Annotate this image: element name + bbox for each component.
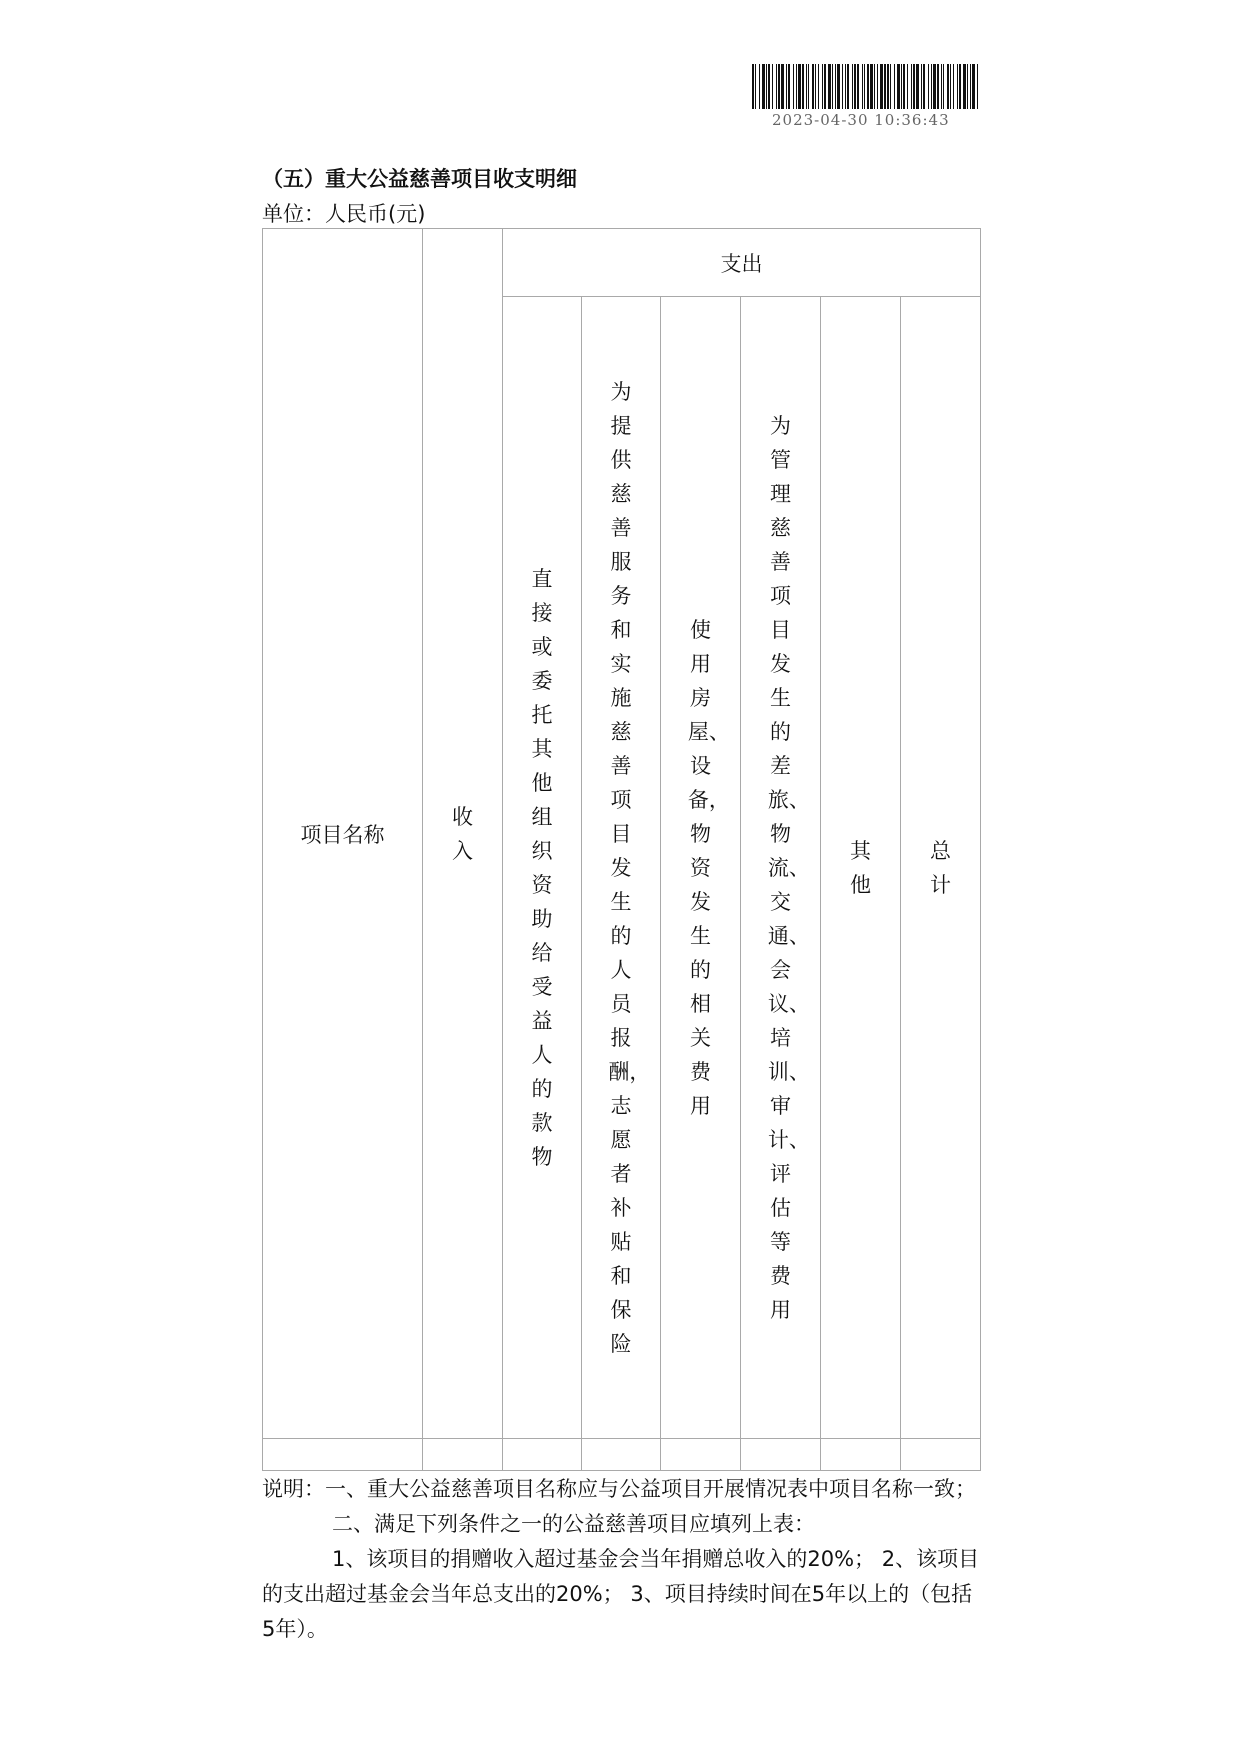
cell[interactable] <box>503 1439 582 1471</box>
header-personnel: 为提供慈善服务和实施慈善项目发生的人员报酬，志愿者补贴和保险 <box>582 297 661 1439</box>
header-total: 总计 <box>901 297 981 1439</box>
header-admin: 为管理慈善项目发生的差旅、物流、交通、会议、培训、审计、评估等费用 <box>741 297 821 1439</box>
cell[interactable] <box>423 1439 503 1471</box>
unit-label: 单位：人民币(元) <box>262 202 426 226</box>
detail-table <box>262 228 981 1471</box>
notes <box>262 1472 980 1647</box>
header-project-name: 项目名称 <box>263 229 423 1439</box>
table-row <box>263 1439 981 1471</box>
timestamp: 2023-04-30 10:36:43 <box>772 111 950 129</box>
cell[interactable] <box>821 1439 901 1471</box>
barcode <box>752 64 980 109</box>
cell[interactable] <box>582 1439 661 1471</box>
note-line-2: 二、满足下列条件之一的公益慈善项目应填列上表： <box>332 1512 815 1536</box>
section-title: （五）重大公益慈善项目收支明细 <box>262 167 577 191</box>
note-line-3: 1、该项目的捐赠收入超过基金会当年捐赠总收入的20%； 2、该项目的支出超过基金会当年总支出的20%； 3、项目持续时间在5年以上的（包括5年）。 <box>262 1547 980 1641</box>
cell[interactable] <box>661 1439 741 1471</box>
note-line-1: 说明：一、重大公益慈善项目名称应与公益项目开展情况表中项目名称一致； <box>262 1477 976 1501</box>
cell[interactable] <box>263 1439 423 1471</box>
header-direct-aid: 直接或委托其他组织资助给受益人的款物 <box>503 297 582 1439</box>
header-other: 其他 <box>821 297 901 1439</box>
header-income: 收入 <box>423 229 503 1439</box>
cell[interactable] <box>741 1439 821 1471</box>
header-expense-group: 支出 <box>503 229 981 297</box>
header-facilities: 使用房屋、设备，物资发生的相关费用 <box>661 297 741 1439</box>
cell[interactable] <box>901 1439 981 1471</box>
